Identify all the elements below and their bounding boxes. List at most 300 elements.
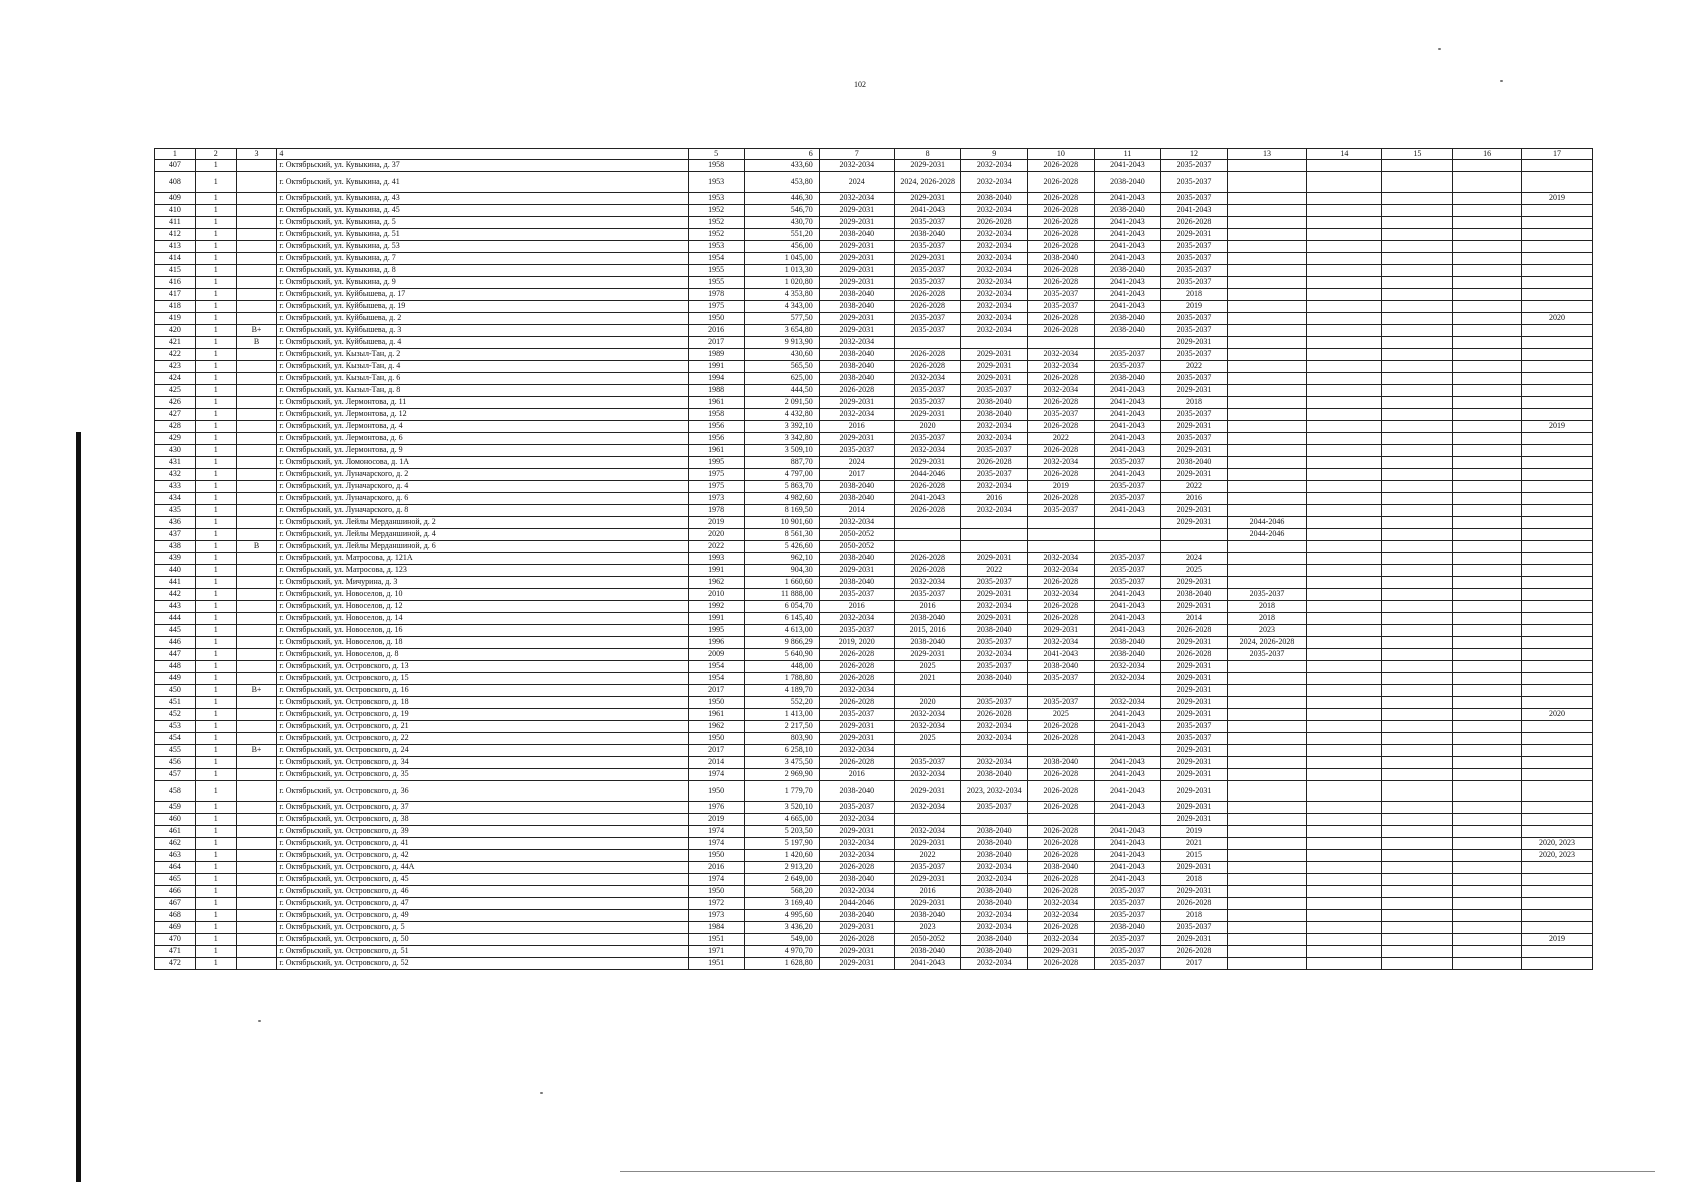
table-row	[155, 697, 1593, 709]
table-cell	[1382, 529, 1453, 541]
table-cell: 5 197,90	[744, 838, 819, 850]
table-cell	[1453, 553, 1522, 565]
table-cell: г. Октябрьский, ул. Кызыл-Тан, д. 2	[277, 349, 688, 361]
table-cell: 2029-2031	[1028, 946, 1095, 958]
table-cell	[1227, 826, 1306, 838]
table-cell: 3 520,10	[744, 802, 819, 814]
table-cell: г. Октябрьский, ул. Новоселов, д. 8	[277, 649, 688, 661]
table-cell	[1307, 709, 1382, 721]
table-cell: 2038-2040	[1028, 253, 1095, 265]
table-cell: 1 420,60	[744, 850, 819, 862]
table-cell: 2035-2037	[1161, 409, 1228, 421]
table-cell: г. Октябрьский, ул. Кувыкина, д. 9	[277, 277, 688, 289]
table-cell: 1962	[688, 721, 744, 733]
table-cell: 2032-2034	[961, 757, 1028, 769]
table-cell	[236, 469, 277, 481]
table-cell: 2025	[1161, 565, 1228, 577]
table-cell: 2035-2037	[894, 277, 961, 289]
table-cell	[1453, 709, 1522, 721]
table-cell: 1993	[688, 553, 744, 565]
table-cell	[894, 685, 961, 697]
table-cell: 2029-2031	[1161, 229, 1228, 241]
table-cell	[1028, 517, 1095, 529]
column-header: 6	[744, 149, 819, 160]
table-cell	[1453, 313, 1522, 325]
table-cell: 1961	[688, 397, 744, 409]
table-cell: 419	[155, 313, 196, 325]
table-cell	[236, 709, 277, 721]
table-cell	[1382, 385, 1453, 397]
table-cell: 625,00	[744, 373, 819, 385]
table-cell: 2035-2037	[894, 385, 961, 397]
table-cell: 2029-2031	[1161, 517, 1228, 529]
table-row	[155, 946, 1593, 958]
table-cell: 1	[195, 697, 236, 709]
table-cell: 2026-2028	[1028, 781, 1095, 802]
table-cell: 2029-2031	[1161, 697, 1228, 709]
table-cell: 2041-2043	[1094, 874, 1161, 886]
table-cell: г. Октябрьский, ул. Островского, д. 35	[277, 769, 688, 781]
table-cell: г. Октябрьский, ул. Куйбышева, д. 3	[277, 325, 688, 337]
table-cell	[1522, 469, 1593, 481]
table-cell: 430,60	[744, 349, 819, 361]
table-cell	[1307, 253, 1382, 265]
table-cell	[1453, 445, 1522, 457]
table-cell: г. Октябрьский, ул. Матросова, д. 123	[277, 565, 688, 577]
table-cell: 1	[195, 862, 236, 874]
table-cell: 2038-2040	[1161, 457, 1228, 469]
table-cell: 2026-2028	[1028, 601, 1095, 613]
table-cell: 2038-2040	[1094, 325, 1161, 337]
table-cell: 2026-2028	[894, 505, 961, 517]
table-cell: 1973	[688, 910, 744, 922]
table-cell: 2029-2031	[1161, 745, 1228, 757]
table-cell: 1974	[688, 838, 744, 850]
table-cell	[1453, 922, 1522, 934]
table-cell: 411	[155, 217, 196, 229]
table-cell: 2029-2031	[894, 898, 961, 910]
table-cell: 2032-2034	[819, 886, 894, 898]
table-cell: 1989	[688, 349, 744, 361]
table-cell: 2026-2028	[1028, 802, 1095, 814]
table-cell: 2018	[1161, 289, 1228, 301]
table-cell	[1227, 661, 1306, 673]
table-cell: 2026-2028	[894, 361, 961, 373]
table-cell	[1382, 277, 1453, 289]
table-cell: г. Октябрьский, ул. Лермонтова, д. 6	[277, 433, 688, 445]
table-cell	[236, 517, 277, 529]
table-cell: 2026-2028	[1028, 193, 1095, 205]
table-cell	[1453, 661, 1522, 673]
table-cell: 2019	[1161, 301, 1228, 313]
table-cell	[1522, 745, 1593, 757]
table-cell	[1453, 172, 1522, 193]
table-cell: 2029-2031	[819, 922, 894, 934]
table-cell: 458	[155, 781, 196, 802]
table-cell: 2035-2037	[1094, 493, 1161, 505]
table-cell: 465	[155, 874, 196, 886]
table-cell: 2041-2043	[1094, 505, 1161, 517]
table-cell: 443	[155, 601, 196, 613]
table-cell: г. Октябрьский, ул. Островского, д. 36	[277, 781, 688, 802]
table-cell: 2035-2037	[1161, 325, 1228, 337]
column-header: 12	[1161, 149, 1228, 160]
table-cell: 2035-2037	[1227, 649, 1306, 661]
table-cell: 2026-2028	[894, 301, 961, 313]
table-cell	[1522, 445, 1593, 457]
table-cell: 2019	[1028, 481, 1095, 493]
housing-registry-table	[154, 148, 1593, 970]
table-cell	[236, 493, 277, 505]
table-cell: 2032-2034	[961, 649, 1028, 661]
table-cell	[1453, 577, 1522, 589]
table-cell	[236, 757, 277, 769]
table-cell: 2026-2028	[1028, 838, 1095, 850]
table-cell	[1522, 565, 1593, 577]
table-cell	[1307, 160, 1382, 172]
table-cell: 1955	[688, 265, 744, 277]
table-cell: 2026-2028	[819, 385, 894, 397]
table-cell	[1227, 898, 1306, 910]
table-cell: 429	[155, 433, 196, 445]
table-cell: 2029-2031	[819, 313, 894, 325]
table-cell	[1382, 685, 1453, 697]
table-cell	[236, 721, 277, 733]
table-cell: 2016	[688, 325, 744, 337]
table-cell: 1	[195, 661, 236, 673]
table-row	[155, 850, 1593, 862]
scan-edge-mark	[76, 432, 81, 1182]
table-cell: г. Октябрьский, ул. Островского, д. 37	[277, 802, 688, 814]
table-cell	[1522, 781, 1593, 802]
table-cell: 2032-2034	[1028, 637, 1095, 649]
table-cell: В+	[236, 745, 277, 757]
table-cell: 2041-2043	[1094, 862, 1161, 874]
table-cell: 2023	[894, 922, 961, 934]
table-cell: 2029-2031	[819, 397, 894, 409]
table-cell: 2032-2034	[1028, 565, 1095, 577]
table-cell: 2018	[1227, 613, 1306, 625]
table-cell: 2038-2040	[961, 826, 1028, 838]
table-cell: 2035-2037	[1028, 673, 1095, 685]
table-cell	[1382, 922, 1453, 934]
table-cell: 2035-2037	[1161, 733, 1228, 745]
table-cell	[1453, 397, 1522, 409]
table-cell: 415	[155, 265, 196, 277]
table-cell: 1984	[688, 922, 744, 934]
table-cell	[1227, 553, 1306, 565]
table-cell: 2022	[688, 541, 744, 553]
table-cell: 2035-2037	[894, 217, 961, 229]
table-cell	[1382, 469, 1453, 481]
table-cell: 2035-2037	[1161, 265, 1228, 277]
table-cell	[1522, 253, 1593, 265]
table-cell	[1307, 721, 1382, 733]
table-row	[155, 625, 1593, 637]
table-cell: 2035-2037	[1094, 910, 1161, 922]
table-cell	[1161, 529, 1228, 541]
table-cell: 2029-2031	[819, 565, 894, 577]
table-cell	[1227, 229, 1306, 241]
table-cell: 2035-2037	[894, 433, 961, 445]
table-cell: 1	[195, 265, 236, 277]
table-cell: 2035-2037	[961, 577, 1028, 589]
table-cell: 2032-2034	[961, 253, 1028, 265]
table-cell	[1307, 217, 1382, 229]
table-cell: 1	[195, 205, 236, 217]
table-cell: 577,50	[744, 313, 819, 325]
table-cell	[1227, 433, 1306, 445]
table-cell	[1227, 217, 1306, 229]
table-cell	[1307, 946, 1382, 958]
table-cell: 2017	[688, 337, 744, 349]
table-cell: 2035-2037	[1028, 697, 1095, 709]
table-cell: 2032-2034	[894, 577, 961, 589]
table-cell: 2029-2031	[819, 721, 894, 733]
table-cell: 2032-2034	[819, 337, 894, 349]
table-cell	[1227, 253, 1306, 265]
table-cell: 2041-2043	[1094, 733, 1161, 745]
table-cell: 2029-2031	[819, 733, 894, 745]
table-cell: 2032-2034	[894, 445, 961, 457]
table-cell: г. Октябрьский, ул. Лейлы Мерданшиной, д. 2	[277, 517, 688, 529]
table-cell: 2035-2037	[1094, 349, 1161, 361]
table-cell	[1307, 565, 1382, 577]
table-cell: г. Октябрьский, ул. Лермонтова, д. 4	[277, 421, 688, 433]
table-cell: 2029-2031	[894, 160, 961, 172]
table-cell: 2020	[1522, 709, 1593, 721]
table-cell	[1522, 409, 1593, 421]
table-cell	[1227, 850, 1306, 862]
table-cell: 2026-2028	[1028, 733, 1095, 745]
table-cell	[236, 649, 277, 661]
table-cell	[1522, 886, 1593, 898]
table-cell	[1028, 541, 1095, 553]
table-cell: 2021	[894, 673, 961, 685]
table-cell: г. Октябрьский, ул. Островского, д. 47	[277, 898, 688, 910]
table-cell: 1991	[688, 613, 744, 625]
table-cell	[1382, 757, 1453, 769]
table-cell	[1522, 802, 1593, 814]
table-cell: 2032-2034	[819, 517, 894, 529]
table-cell	[1382, 589, 1453, 601]
table-cell: 2041-2043	[894, 958, 961, 970]
table-cell: 2035-2037	[819, 589, 894, 601]
table-cell	[1028, 337, 1095, 349]
table-cell	[1227, 337, 1306, 349]
table-cell: 444,50	[744, 385, 819, 397]
table-cell	[1028, 685, 1095, 697]
table-cell	[236, 958, 277, 970]
table-cell	[1382, 709, 1453, 721]
table-cell: 2032-2034	[961, 958, 1028, 970]
table-cell: г. Октябрьский, ул. Мичурина, д. 3	[277, 577, 688, 589]
table-cell: 2035-2037	[1161, 277, 1228, 289]
table-cell	[961, 541, 1028, 553]
table-cell	[1227, 697, 1306, 709]
table-cell	[1227, 385, 1306, 397]
table-row	[155, 265, 1593, 277]
table-cell: 2038-2040	[819, 910, 894, 922]
table-cell	[1453, 277, 1522, 289]
table-cell: 450	[155, 685, 196, 697]
table-cell	[1227, 481, 1306, 493]
table-row	[155, 757, 1593, 769]
table-cell: 2038-2040	[1028, 862, 1095, 874]
table-cell: 2038-2040	[819, 301, 894, 313]
table-cell	[236, 277, 277, 289]
table-cell: 2035-2037	[1161, 349, 1228, 361]
table-cell: 1975	[688, 301, 744, 313]
table-cell: 4 982,60	[744, 493, 819, 505]
table-cell: 2035-2037	[1028, 301, 1095, 313]
table-cell: 2029-2031	[1161, 469, 1228, 481]
table-cell	[1522, 337, 1593, 349]
table-cell: 2029-2031	[894, 781, 961, 802]
table-cell: 2035-2037	[1094, 361, 1161, 373]
table-cell: 2019, 2020	[819, 637, 894, 649]
table-cell	[1382, 172, 1453, 193]
table-cell	[961, 745, 1028, 757]
table-cell: 2032-2034	[961, 601, 1028, 613]
table-cell	[1382, 289, 1453, 301]
table-cell	[236, 349, 277, 361]
table-cell: 2035-2037	[819, 709, 894, 721]
table-cell: 904,30	[744, 565, 819, 577]
table-cell: 2018	[1161, 910, 1228, 922]
table-cell: 1	[195, 361, 236, 373]
table-cell	[1453, 385, 1522, 397]
table-cell: 457	[155, 769, 196, 781]
table-cell: 2035-2037	[894, 265, 961, 277]
table-cell	[1453, 838, 1522, 850]
table-cell	[1522, 529, 1593, 541]
table-cell: 2026-2028	[1028, 325, 1095, 337]
table-cell: 2026-2028	[819, 649, 894, 661]
table-cell	[236, 385, 277, 397]
table-cell	[1307, 277, 1382, 289]
table-cell: 2032-2034	[961, 241, 1028, 253]
table-cell	[1382, 553, 1453, 565]
table-cell: 2050-2052	[819, 541, 894, 553]
table-cell	[1307, 781, 1382, 802]
table-cell: 1974	[688, 874, 744, 886]
table-cell	[1522, 553, 1593, 565]
table-cell: 1974	[688, 826, 744, 838]
table-cell: 2026-2028	[1028, 277, 1095, 289]
table-cell	[1453, 862, 1522, 874]
table-cell	[1307, 673, 1382, 685]
table-cell	[1453, 253, 1522, 265]
table-cell	[1307, 553, 1382, 565]
table-cell: 468	[155, 910, 196, 922]
table-cell: 1	[195, 577, 236, 589]
table-cell: 1	[195, 781, 236, 802]
table-cell: 2015	[1161, 850, 1228, 862]
table-cell: 2032-2034	[961, 505, 1028, 517]
table-cell	[1382, 241, 1453, 253]
table-cell: 1	[195, 505, 236, 517]
table-cell: 1	[195, 637, 236, 649]
table-cell	[1453, 781, 1522, 802]
table-cell: 2019	[1522, 421, 1593, 433]
table-cell: 2032-2034	[961, 910, 1028, 922]
table-cell	[961, 337, 1028, 349]
table-cell: 2029-2031	[1161, 685, 1228, 697]
table-cell: 2041-2043	[1094, 277, 1161, 289]
table-cell: 2041-2043	[1094, 757, 1161, 769]
table-cell: 2032-2034	[894, 709, 961, 721]
table-cell: 2041-2043	[1094, 802, 1161, 814]
table-cell: 2035-2037	[961, 637, 1028, 649]
table-cell: 2029-2031	[961, 553, 1028, 565]
table-cell	[1227, 745, 1306, 757]
table-cell: 2035-2037	[894, 757, 961, 769]
table-cell: 2029-2031	[1161, 814, 1228, 826]
table-cell: г. Октябрьский, ул. Луначарского, д. 8	[277, 505, 688, 517]
table-row	[155, 217, 1593, 229]
table-cell	[236, 661, 277, 673]
table-cell	[236, 421, 277, 433]
table-cell	[1522, 457, 1593, 469]
table-cell: 2017	[688, 745, 744, 757]
table-cell	[1227, 802, 1306, 814]
table-cell	[961, 529, 1028, 541]
table-row	[155, 802, 1593, 814]
table-row	[155, 814, 1593, 826]
table-cell: 2026-2028	[1028, 397, 1095, 409]
table-cell: 1	[195, 565, 236, 577]
table-row	[155, 385, 1593, 397]
table-cell: 1	[195, 757, 236, 769]
table-cell	[1382, 733, 1453, 745]
table-cell: 1956	[688, 433, 744, 445]
table-cell: 1	[195, 946, 236, 958]
table-body	[155, 149, 1593, 970]
table-cell: г. Октябрьский, ул. Островского, д. 19	[277, 709, 688, 721]
table-cell	[1453, 433, 1522, 445]
table-row	[155, 457, 1593, 469]
table-cell: 410	[155, 205, 196, 217]
column-header: 2	[195, 149, 236, 160]
table-cell: 2 913,20	[744, 862, 819, 874]
table-row	[155, 193, 1593, 205]
table-cell: 2032-2034	[1094, 661, 1161, 673]
table-cell: 2041-2043	[1094, 625, 1161, 637]
table-cell: 1	[195, 349, 236, 361]
table-cell	[236, 409, 277, 421]
table-cell	[1453, 757, 1522, 769]
table-cell: 2022	[1161, 361, 1228, 373]
table-cell	[1382, 505, 1453, 517]
table-cell: 2032-2034	[961, 289, 1028, 301]
table-cell	[1382, 601, 1453, 613]
table-cell: 2038-2040	[1094, 637, 1161, 649]
table-cell: 2035-2037	[1161, 160, 1228, 172]
table-cell	[1382, 373, 1453, 385]
table-cell: 2038-2040	[819, 577, 894, 589]
column-header: 3	[236, 149, 277, 160]
table-cell: 9 913,90	[744, 337, 819, 349]
table-cell: 2032-2034	[894, 802, 961, 814]
table-cell	[1382, 577, 1453, 589]
table-cell: г. Октябрьский, ул. Кувыкина, д. 7	[277, 253, 688, 265]
table-cell: 1953	[688, 172, 744, 193]
table-cell	[1453, 685, 1522, 697]
table-cell: 2041-2043	[1161, 205, 1228, 217]
table-cell	[236, 814, 277, 826]
table-cell	[1382, 349, 1453, 361]
